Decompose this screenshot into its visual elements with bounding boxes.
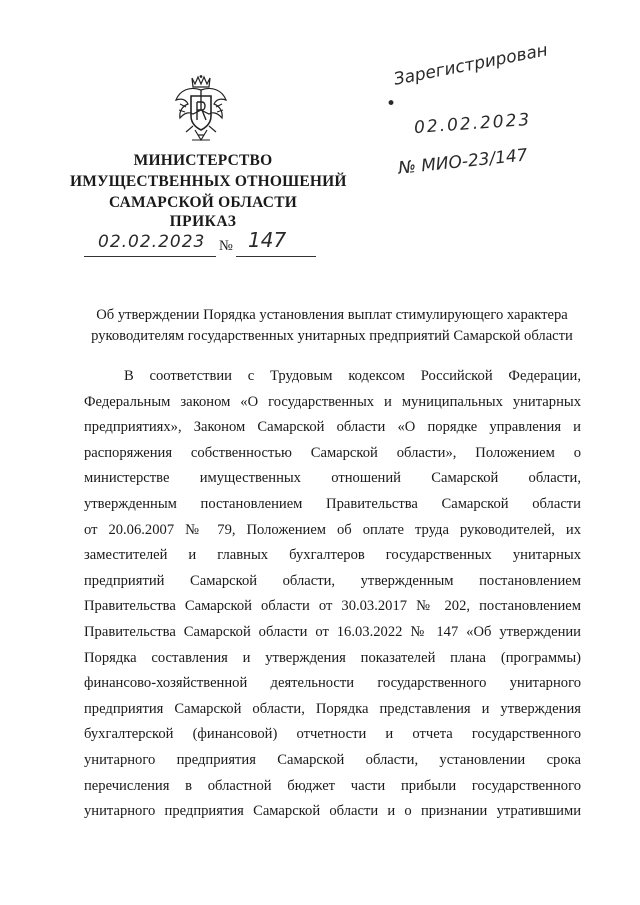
body-line: перечисления в областной бюджет части прибыли государственного bbox=[84, 777, 581, 794]
body-line: унитарного предприятия Самарской области и о признании утратившими bbox=[84, 803, 581, 820]
order-title: ПРИКАЗ bbox=[169, 213, 237, 230]
ministry-name bbox=[70, 150, 347, 213]
order-date-number-line bbox=[84, 230, 316, 258]
subject-line: Об утверждении Порядка установления выплат стимулирующего характера bbox=[96, 307, 568, 323]
handwritten-date: 02.02.2023 bbox=[98, 232, 206, 252]
ministry-line: МИНИСТЕРСТВО bbox=[133, 152, 273, 169]
bullet-mark-icon: • bbox=[386, 94, 397, 114]
registration-number: № МИО-23/147 bbox=[397, 145, 529, 179]
body-line: Правительства Самарской области от 16.03.2022 № 147 «Об утверждении bbox=[84, 623, 581, 640]
order-subject bbox=[82, 305, 582, 347]
body-line: Порядка составления и утверждения показателей плана (программы) bbox=[84, 649, 581, 666]
body-line: финансово-хозяйственной деятельности государственного унитарного bbox=[84, 675, 581, 692]
body-line: распоряжения собственностью Самарской области», Положением о bbox=[84, 444, 581, 461]
order-number-field bbox=[236, 230, 316, 257]
body-line: утвержденным постановлением Правительства Самарской области bbox=[84, 495, 581, 512]
number-label: № bbox=[219, 238, 233, 254]
body-line: предприятия Самарской области, Порядка представления и утверждения bbox=[84, 700, 581, 717]
body-line: заместителей и главных бухгалтеров государственных унитарных bbox=[84, 547, 581, 564]
ministry-line: САМАРСКОЙ ОБЛАСТИ bbox=[108, 194, 297, 211]
registration-stamp bbox=[386, 40, 616, 190]
subject-line: руководителям государственных унитарных предприятий Самарской области bbox=[91, 328, 573, 344]
ministry-line: ИМУЩЕСТВЕННЫХ ОТНОШЕНИЙ bbox=[70, 173, 347, 190]
registration-text: Зарегистрирован bbox=[392, 40, 550, 90]
body-line: Правительства Самарской области от 30.03.2017 № 202, постановлением bbox=[84, 598, 581, 615]
order-body-paragraph bbox=[84, 364, 581, 825]
handwritten-number: 147 bbox=[248, 228, 287, 252]
coat-of-arms-icon bbox=[172, 74, 230, 146]
registration-date: 02.02.2023 bbox=[413, 109, 532, 139]
body-line: Федеральным законом «О государственных и муниципальных унитарных bbox=[84, 393, 581, 410]
body-line: министерстве имущественных отношений Самарской области, bbox=[84, 470, 581, 487]
body-line: бухгалтерской (финансовой) отчетности и отчета государственного bbox=[84, 726, 581, 743]
body-line: унитарного предприятия Самарской области, установлении срока bbox=[84, 751, 581, 768]
body-line: предприятий Самарской области, утвержденным постановлением bbox=[84, 572, 581, 589]
body-line: от 20.06.2007 № 79, Положением об оплате труда руководителей, их bbox=[84, 521, 581, 538]
body-line: В соответствии с Трудовым кодексом Российской Федерации, bbox=[124, 368, 581, 384]
order-date-field bbox=[84, 230, 216, 257]
body-line: предприятиях», Законом Самарской области «О порядке управления и bbox=[84, 419, 581, 436]
